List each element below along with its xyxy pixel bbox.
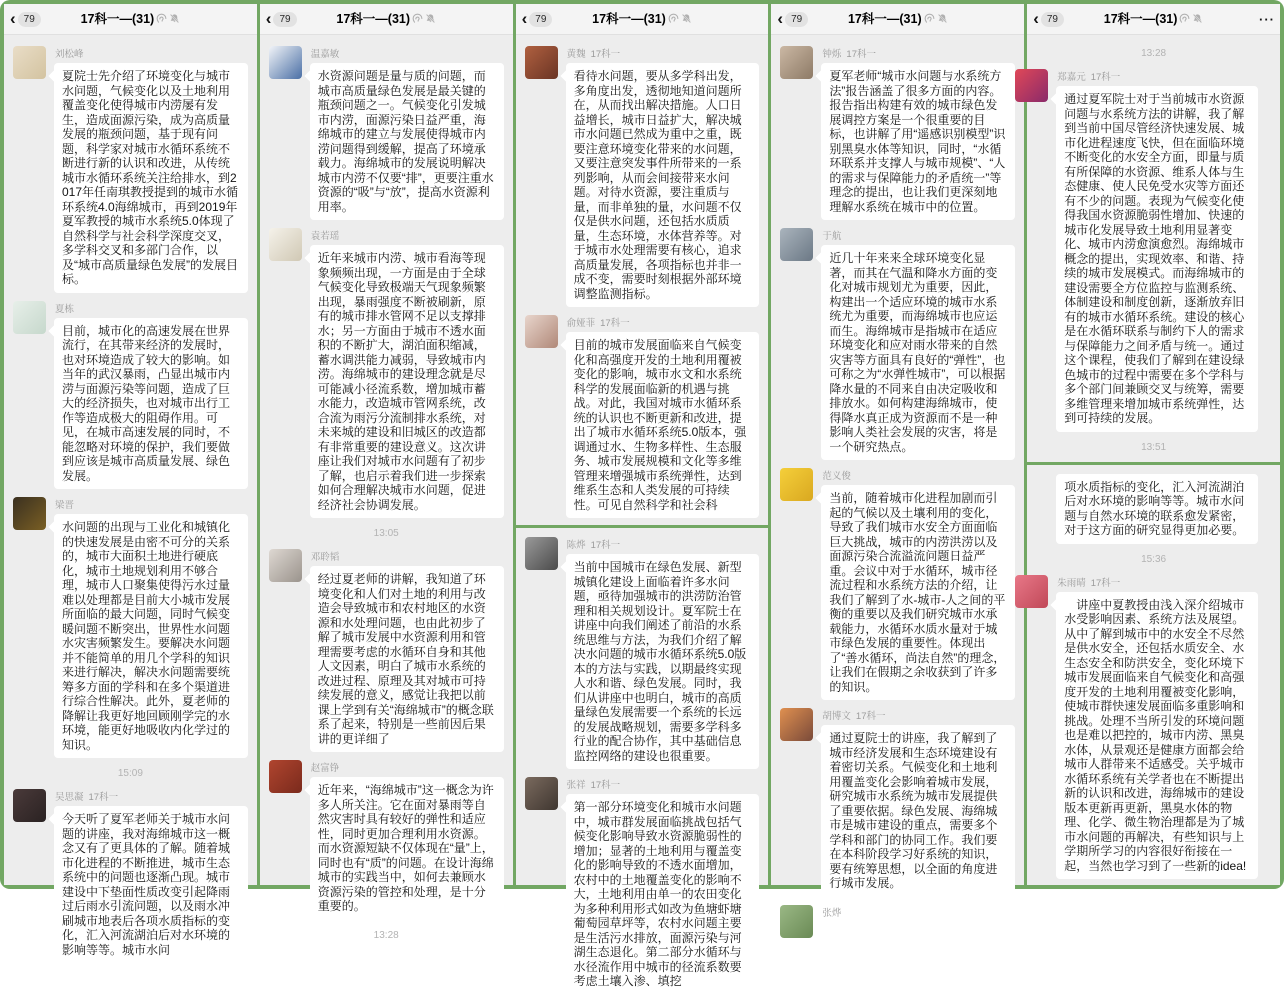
- sender-name: [55, 301, 248, 315]
- message-row: [1027, 64, 1280, 435]
- more-button[interactable]: ···: [1258, 11, 1275, 27]
- chat-column: [260, 4, 513, 941]
- sender-name: [311, 46, 504, 60]
- sender-group-tag: 17科一: [590, 780, 621, 791]
- sender-name: [822, 46, 1015, 60]
- back-button[interactable]: ‹: [265, 8, 272, 28]
- message-row: [1027, 570, 1280, 883]
- sender-name-text: 朱雨晴: [1057, 577, 1086, 589]
- sender-group-tag: 17科一: [1090, 72, 1121, 83]
- unread-badge: 79: [785, 12, 808, 27]
- message-content: [310, 228, 504, 518]
- chat-header: [260, 4, 513, 35]
- message-content: [1056, 69, 1258, 432]
- message-row: [4, 492, 257, 761]
- message-bubble[interactable]: 讲座中夏教授由浅入深介绍城市水受影响因素、系统方法及展望。从中了解到城市中的水安全不尽然是供水安全，还包括水质安全、水生态安全和防洪安全，变化环境下城市发展面临来自气候变化和高强度开发的土地利用覆被变化影响，使城市群快速发展面临多重影响和挑战。处理不当所引发的环境问题也是难以把控的，城市内涝、黑臭水体，从景观还是健康方面都会给城市人群带来不适感受。关乎城市水循环系统有关学者也在不断提出新的认识和改进，海绵城市的建设版本更新再更新，黑臭水体的物理、化学、微生物治理都是为了城市水问题的再解决，有些知识与上学期所学习的内容很好衔接在一起，当然也学习到了一些新的idea!: [1056, 592, 1258, 880]
- message-bubble[interactable]: 第一部分环境变化和城市水问题中，城市群发展面临挑战包括气候变化影响导致水资源脆弱性的增加；显著的土地利用与覆盖变化的影响导致的不透水面增加，农村中的土地覆盖变化的影响不大，土地利用由单一的农田变化为多种利用形式如改为鱼塘虾塘葡萄园草坪等，农村水问题主要是生活污水排放，面源污染与河湖生态退化。第二部分水循环与水径流作用中城市的径流系数要考虑土壤入渗、填挖: [566, 794, 760, 995]
- sender-name-text: 吴思凝: [55, 792, 84, 803]
- message-content: [54, 497, 248, 758]
- avatar[interactable]: [525, 537, 558, 570]
- avatar[interactable]: [13, 789, 46, 822]
- message-bubble[interactable]: 夏军老师“城市水问题与水系统方法”报告涵盖了很多方面的内容。报告指出构建有效的城市绿色发展调控方案是一个很重要的目标，也讲解了用“遥感识别模型”识别黑臭水体等知识，同时，“水循环联系并支撑人与城市规模”、“人的需求与保障能力的矛盾统一”等理念的提出，也让我们更深刻地理解水系统在城市中的位置。: [821, 63, 1015, 220]
- sender-group-tag: 17科一: [600, 318, 630, 329]
- message-content: [54, 301, 248, 490]
- message-content: [821, 905, 1015, 922]
- timestamp: 13:28: [1141, 48, 1167, 59]
- avatar[interactable]: [780, 905, 813, 938]
- sender-name: [55, 789, 248, 803]
- sender-name-text: 夏栋: [55, 303, 75, 315]
- message-row: [516, 772, 769, 998]
- message-content: [821, 468, 1015, 700]
- sender-name: [311, 760, 504, 774]
- mute-icon: [1192, 11, 1203, 29]
- sender-name: [567, 46, 760, 60]
- message-bubble[interactable]: 项水质指标的变化，汇入河流湖泊后对水环境的影响等等。城市水问题与自然水环境的联系愈发紧密，对于这方面的研究显得更加必要。: [1056, 474, 1258, 544]
- message-content: [566, 537, 760, 769]
- message-content: [1056, 474, 1258, 544]
- message-row: [4, 296, 257, 493]
- message-row: [1027, 469, 1280, 547]
- back-button[interactable]: ‹: [521, 8, 528, 28]
- message-bubble[interactable]: 目前的城市发展面临来自气候变化和高强度开发的土地利用覆被变化的影响，城市水文和水系统科学的发展面临新的机遇与挑战。对此，我国对城市水循环系统的认识也不断更新和改进，提出了城市水循环系统5.0版本，强调通过水、生物多样性、生态服务、城市发展规模和文化等多维管理来增强城市系统弹性，达到维系生态和人类发展的可持续性。可见自然科学和社会科: [566, 332, 760, 518]
- chat-title: 17科一—(31): [80, 12, 155, 26]
- message-content: [54, 789, 248, 963]
- sender-group-tag: 17科一: [846, 49, 876, 60]
- unread-badge: 79: [273, 12, 296, 27]
- message-bubble[interactable]: 今天听了夏军老师关于城市水问题的讲座，我对海绵城市这一概念又有了更具体的了解。随着城市化进程的不断推进，城市生态系统中的问题也逐渐凸现。城市建设中下垫面性质改变引起降雨过后雨水引流问题，以及雨水冲刷城市地表后各项水质指标的变化，汇入河流湖泊后对水环境的影响等等。城市水问: [54, 806, 248, 963]
- message-bubble[interactable]: 看待水问题，要从多学科出发，多角度出发，透彻地知道问题所在，从而找出解决措施。人口日益增长，城市日益扩大，解决城市水问题已然成为重中之重，既要注意环境变化带来的水问题，又要注意突发事件所带来的一系列影响，从而会间接带来水问题。对待水资源，要注重质与量，而非单独的量，水问题不仅仅是供水问题，还包括水质质量，生态环境，水体营养等。对于城市水处理需要有核心，追求高质量发展，各项指标也并非一成不变，需要时刻根据外部环境调整监测指标。: [566, 63, 760, 307]
- avatar[interactable]: [525, 315, 558, 348]
- chat-column: [771, 4, 1024, 919]
- sender-name-text: 郑嘉元: [1057, 72, 1086, 83]
- timestamp: 13:51: [1141, 441, 1167, 453]
- avatar[interactable]: [780, 708, 813, 741]
- ear-icon: [1179, 11, 1190, 29]
- message-bubble[interactable]: 目前，城市化的高速发展在世界流行，在其带来经济的发展时，也对环境造成了较大的影响。如当年的武汉暴雨，凸显出城市内涝与面源污染等问题，造成了巨大的经济损失，也对城市出行工作等造成极大的阻碍作用。可见，在城市高速发展的同时，不能忽略对环境的保护，我们要做到应该是城市高质量发展、绿色发展。: [54, 318, 248, 490]
- timestamp: 13:28: [373, 929, 399, 941]
- chat-title: 17科一—(31): [847, 12, 922, 26]
- message-row: [516, 532, 769, 772]
- sender-name: [567, 537, 760, 551]
- sender-name-text: 钟烁: [822, 49, 842, 60]
- mute-icon: [425, 11, 436, 29]
- message-bubble[interactable]: 当前，随着城市化进程加剧而引起的气候以及土壤利用的变化，导致了我们城市水安全方面面临巨大挑战，城市的内涝洪涝以及面源污染合流溢流问题日益严重。会议中对于水循环，城市径流过程和水系统方法的介绍，让我们了解到了水-城市-人之间的平衡的重要以及我们研究城市水承载能力，水循环水质水量对于城市绿色发展的重要性。体现出了“善水循环，尚法自然”的理念，让我们在假期之余收获到了许多的知识。: [821, 485, 1015, 700]
- sender-name: [822, 228, 1015, 242]
- chat-header: [1027, 4, 1280, 35]
- ear-icon: [924, 11, 935, 29]
- sender-name-text: 黄魏: [566, 49, 586, 60]
- sender-name-text: 邓聆韬: [310, 552, 340, 563]
- message-row: [260, 41, 513, 223]
- title-wrap: [516, 9, 769, 29]
- sender-name-text: 温嘉敏: [310, 49, 340, 60]
- sender-name-text: 陈烨: [566, 540, 586, 551]
- message-content: [566, 315, 760, 518]
- sender-group-tag: 17科一: [590, 49, 621, 60]
- sender-group-tag: 17科一: [88, 792, 119, 803]
- message-content: [54, 46, 248, 293]
- sender-name: [1057, 575, 1258, 589]
- message-row: [771, 223, 1024, 463]
- message-bubble[interactable]: 近几十年来来全球环境变化显著，而其在气温和降水方面的变化对城市规划尤为重要，因此，构建出一个适应环境的城市水系统尤为重要，而海绵城市也应运而生。海绵城市是指城市在适应环境变化和应对雨水带来的自然灾害等方面具有良好的“弹性”，也可称之为“水弹性城市”，可以根据降水量的不同来自由决定吸收和排放水。如何构建海绵城市，使得降水真正成为资源而不是一种影响人类社会发展的灾害，将是一个研究热点。: [821, 245, 1015, 460]
- avatar[interactable]: [780, 46, 813, 79]
- unread-badge: 79: [18, 12, 41, 27]
- title-wrap: [4, 9, 257, 29]
- chat-header: [516, 4, 769, 35]
- unread-badge: 79: [529, 12, 552, 27]
- screenshot-divider: [516, 525, 769, 528]
- message-row: [771, 900, 1024, 941]
- avatar[interactable]: [525, 777, 558, 810]
- message-row: [4, 784, 257, 966]
- chat-body: [771, 35, 1024, 941]
- avatar[interactable]: [780, 468, 813, 501]
- message-bubble[interactable]: 夏院士先介绍了环境变化与城市水问题，气候变化以及土地利用覆盖变化使得城市内涝屡有发生，造成面源污染，成为高质量发展的瓶颈问题，基于现有问题，科学家对城市水循环系统不断进行新的认识和改进，从传统城市水循环系统关注给排水，到2017年任南琪教授提到的城市水循环系统4.0海绵城市，再到2019年夏军教授的城市水系统5.0体现了自然科学与社会科学深度交叉，多学科交叉和多部门合作，以及“城市高质量绿色发展”的发展目标。: [54, 63, 248, 293]
- unread-badge: 79: [1041, 12, 1064, 27]
- chat-body: [260, 35, 513, 946]
- avatar[interactable]: [780, 228, 813, 261]
- sender-name-text: 俞娅菲: [566, 318, 596, 329]
- avatar[interactable]: [1015, 575, 1048, 608]
- message-row: [260, 755, 513, 923]
- message-bubble[interactable]: 近年来城市内涝、城市看海等现象频频出现，一方面是由于全球气候变化导致极端天气现象频繁出现，暴雨强度不断被刷新，原有的城市排水管网不足以支撑排水；另一方面由于城市不透水面积的不断扩大，湖泊面积缩减，蓄水调洪能力减弱，导致城市内涝。海绵城市的建设理念就是尽可能减小径流系数，增加城市蓄水能力，改造城市管网系统，改合流为雨污分流制排水系统，对未来城的建设和旧城区的改造都有非常重要的建设意义。这次讲座让我们对城市水问题有了初步了解，也启示着我们进一步探索如何合理解决城市水问题，促进经济社会协调发展。: [310, 245, 504, 518]
- message-bubble[interactable]: 通过夏院士的讲座，我了解到了城市经济发展和生态环境建设有着密切关系。气候变化和土地利用覆盖变化会影响着城市发展，研究城市水系统为城市发展提供了重要依据。绿色发展、海绵城市是城市建设的重点，需要多个学科和部门的协同工作。我们要在本科阶段学习好系统的知识，要有统筹思想，以全面的角度进行城市发展。: [821, 725, 1015, 897]
- sender-name-text: 张祥: [566, 780, 586, 791]
- chat-column: [516, 4, 769, 988]
- timestamp: 15:09: [117, 768, 143, 779]
- sender-name: [55, 46, 248, 60]
- avatar[interactable]: [13, 497, 46, 530]
- message-content: [821, 228, 1015, 460]
- sender-name-text: 赵富铮: [310, 763, 340, 774]
- mute-icon: [169, 11, 180, 29]
- sender-name: [311, 228, 504, 242]
- ear-icon: [412, 11, 423, 29]
- sender-name: [1057, 69, 1258, 83]
- message-content: [310, 46, 504, 220]
- title-wrap: [260, 9, 513, 29]
- sender-name-text: 范义俊: [822, 471, 851, 482]
- avatar[interactable]: [1015, 69, 1048, 102]
- chat-body: [516, 35, 769, 998]
- sender-name-text: 胡博文: [822, 711, 851, 722]
- sender-name-text: 梁晋: [55, 500, 75, 511]
- chat-body: [1027, 35, 1280, 885]
- chat-title: 17科一—(31): [592, 12, 666, 26]
- chat-body: [4, 35, 257, 966]
- sender-name: [822, 708, 1015, 722]
- message-content: [566, 46, 760, 307]
- avatar[interactable]: [269, 46, 302, 79]
- sender-name: [55, 497, 248, 511]
- chat-column: [4, 4, 257, 957]
- avatar[interactable]: [269, 549, 302, 582]
- message-content: [566, 777, 760, 995]
- mute-icon: [681, 11, 692, 29]
- message-content: [821, 708, 1015, 897]
- sender-name-text: 于航: [822, 231, 842, 242]
- chat-title: 17科一—(31): [336, 12, 411, 26]
- message-row: [516, 310, 769, 521]
- message-content: [821, 46, 1015, 220]
- sender-name: [822, 468, 1015, 482]
- message-content: [1056, 575, 1258, 880]
- message-content: [310, 760, 504, 920]
- message-row: [4, 41, 257, 296]
- message-row: [260, 223, 513, 521]
- back-button[interactable]: ‹: [1033, 8, 1039, 28]
- message-bubble[interactable]: 经过夏老师的讲解，我知道了环境变化和人们对土地的利用与改造会导致城市和农村地区的水资源和水处理问题，也由此初步了解了城市发展中水资源利用和管理需要考虑的水循环自身和其他人文因素，明白了城市水系统的改进过程、原理及其对城市可持续发展的意义，感觉让我把以前课上学到有关“海绵城市”的概念联系了起来，特别是一些前因后果讲的更详细了: [310, 566, 504, 752]
- sender-name: [567, 315, 760, 329]
- message-bubble[interactable]: 近年来，“海绵城市”这一概念为许多人所关注。它在面对暴雨等自然灾害时具有较好的弹性和适应性，同时更加合理利用水资源。 而水资源短缺不仅体现在“量”上，同时也有“质”的问题。在设计海绵城市的实践当中，如何去兼顾水资源污染的管控和处理，是十分重要的。: [310, 777, 504, 920]
- back-button[interactable]: ‹: [777, 8, 784, 28]
- chat-title: 17科一—(31): [1103, 12, 1178, 26]
- sender-group-tag: 17科一: [855, 711, 886, 722]
- title-wrap: [1027, 9, 1280, 29]
- chat-column: [1027, 4, 1280, 885]
- avatar[interactable]: [525, 46, 558, 79]
- message-bubble[interactable]: 水问题的出现与工业化和城镇化的快速发展是由密不可分的关系的，城市大面积土地进行硬底化，城市土地规划利用不够合理，城市人口聚集使得污水过量难以处理都是目前大小城市发展所面临的最大问题，同时气候变暖问题不断突出，世界性水问题水灾害频繁发生。要解决水问题并不能简单的用几个学科的知识来进行解决，解决水问题需要统筹多方面的学科和在多个渠道进行综合性解决。此外，夏老师的降解让我更好地回顾刚学完的水环境，能更好地吸收内化学过的知识。: [54, 514, 248, 758]
- timestamp: 13:05: [373, 528, 399, 539]
- avatar[interactable]: [269, 760, 302, 793]
- message-content: [310, 549, 504, 752]
- sender-group-tag: 17科一: [1090, 577, 1121, 589]
- message-bubble[interactable]: 水资源问题是量与质的问题，而城市高质量绿色发展是最关键的瓶颈问题之一。气候变化引发城市内涝，面源污染日益严重，海绵城市的建立与发展使得城市内涝问题得到缓解，提高了环境承载力。海绵城市的发展说明解决城市内涝不仅要“排”，更要注重水资源的“吸”与“放”，提高水资源利用率。: [310, 63, 504, 220]
- avatar[interactable]: [269, 228, 302, 261]
- avatar[interactable]: [13, 301, 46, 334]
- sender-name-text: 刘松峰: [55, 49, 84, 60]
- message-bubble[interactable]: 当前中国城市在绿色发展、新型城镇化建设上面临着许多水问题，亟待加强城市的洪涝防治管理和相关规划设计。夏军院士在讲座中向我们阐述了前沿的水系统思维与方法，为我们介绍了解决水问题的城市水循环系统5.0版本的方法与实践，以期最终实现人水和谐、绿色发展。同时，我们从讲座中也明白，城市的高质量绿色发展需要一个系统的长远的发展战略规划，需要多学科多行业的配合协作，其中基础信息监控网络的建设也很重要。: [566, 554, 760, 769]
- title-wrap: [771, 9, 1024, 29]
- screenshot-divider: [1027, 462, 1280, 465]
- sender-name: [311, 549, 504, 563]
- ear-icon: [668, 11, 679, 29]
- message-row: [260, 544, 513, 755]
- sender-name-text: 袁若瑶: [310, 231, 340, 242]
- message-bubble[interactable]: 通过夏军院士对于当前城市水资源问题与水系统方法的讲解，我了解到当前中国尽管经济快速发展、城市化进程速度飞快，但在面临环境不断变化的水安全方面，即量与质有所保障的水资源、维系人体与生态健康、使人民免受水灾等方面还有不少的问题。表现为气候变化使得我国水资源脆弱性增加、快速的城市化发展导致土地利用显著变化、城市内涝愈演愈烈。海绵城市概念的提出，实现效率、和谐、持续的城市发展模式。而海绵城市的建设需要全方位监控与监测系统、体制建设和制度创新，逐渐放弃旧有的城市水循环系统。建设的核心是在水循环联系与制约下人的需求与保障能力之间矛盾与统一。通过这个课程，使我们了解到在建设绿色城市的过程中需要在多个学科与多个部门间兼顾交叉与统筹，需要多维管理来增加城市系统弹性，达到可持续的发展。: [1056, 86, 1258, 432]
- sender-name-text: 张烨: [822, 907, 842, 919]
- message-row: [771, 703, 1024, 900]
- message-row: [771, 463, 1024, 703]
- chat-header: [771, 4, 1024, 35]
- message-row: [771, 41, 1024, 223]
- chat-header: [4, 4, 257, 35]
- sender-group-tag: 17科一: [590, 540, 621, 551]
- sender-name: [567, 777, 760, 791]
- timestamp: 15:36: [1141, 553, 1167, 565]
- back-button[interactable]: ‹: [10, 8, 16, 28]
- ear-icon: [156, 11, 167, 29]
- avatar[interactable]: [13, 46, 46, 79]
- sender-name: [822, 905, 1015, 919]
- mute-icon: [937, 11, 948, 29]
- message-row: [516, 41, 769, 310]
